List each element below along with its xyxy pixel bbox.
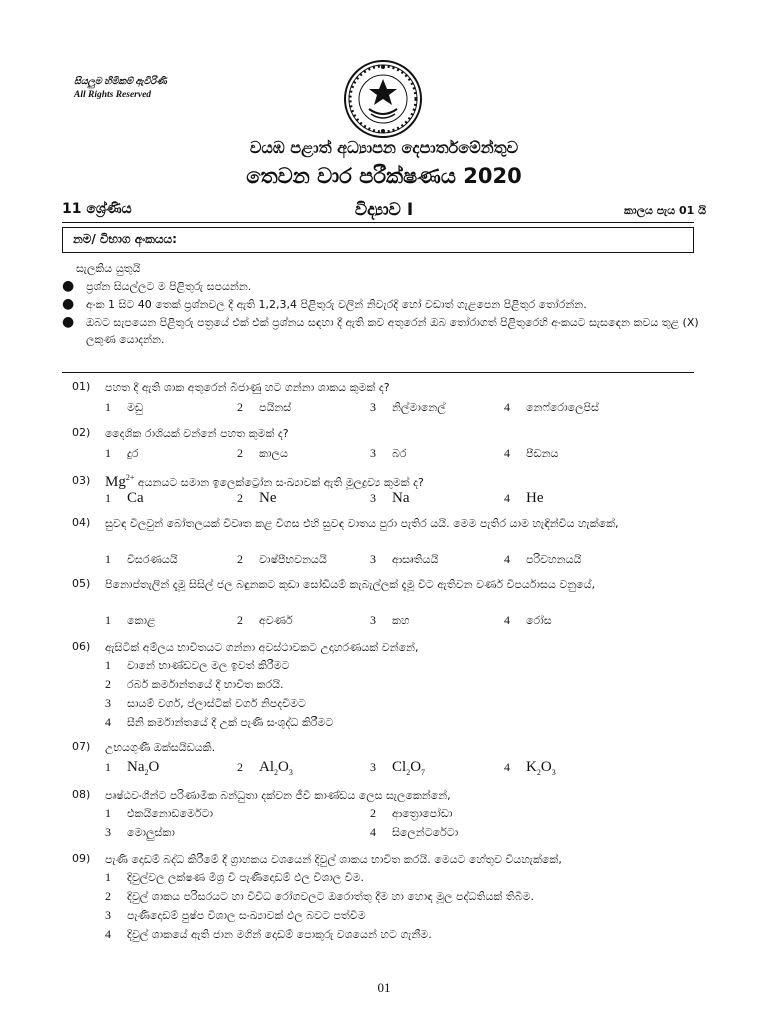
question-04 [72, 516, 702, 568]
bullet-icon: ● [62, 278, 75, 294]
question-05 [72, 577, 702, 629]
option-3[interactable]: 3 ආසෘතියයි [370, 552, 439, 566]
question-text: පෘෂ්ඨවංශීන්ට පරිණාමික බන්ධුතා දක්වන ජීවී කාණ්ඩය ලෙස සැලකෙන්නේ, [105, 789, 451, 802]
option-3[interactable]: 3 බර [370, 446, 407, 460]
option-2[interactable]: 2 ආත්‍රොපෝඩා [370, 806, 453, 820]
name-index-box[interactable] [62, 227, 694, 253]
option-2[interactable]: 2 අවර්ණ [237, 613, 293, 627]
question-number: 03) [72, 474, 91, 487]
question-text: පිනොප්තැලින් දැමූ සිසිල් ජල බඳුනකට කුඩා සෝඩියම් කැබැල්ලක් දැමූ විට ඇතිවන වර්ණ විපර්යාසය වනුයේ, [105, 578, 596, 591]
option-2[interactable]: 2 පයිනස් [237, 400, 292, 414]
question-text: පහත දී ඇති ශාක අතුරෙන් බීජාණු හට ගන්නා ශාකය කුමක් ද? [105, 381, 390, 394]
option-1[interactable]: 1 වානේ භාණ්ඩවල මල ඉවත් කිරීමට [105, 658, 290, 672]
option-3[interactable]: 3 කහ [370, 613, 410, 627]
instruction-item: ● අංක 1 සිට 40 තෙක් ප්‍රශ්නවල දී ඇති 1,2,3,4 පිළිතුරු වලින් නිවැරදි හෝ වඩාත් ගැළපෙන පිළිතුර තෝරන්න. [62, 296, 587, 312]
option-3[interactable]: 3 Na [370, 490, 410, 506]
emblem-seal-icon [343, 59, 423, 139]
option-4[interactable]: 4 පීඩනය [504, 446, 559, 460]
option-2[interactable]: 2 රබර් කර්මාන්තයේ දී භාවිත කරයි. [105, 677, 284, 691]
header-divider [62, 222, 694, 223]
option-2[interactable]: 2 Ne [237, 490, 277, 506]
option-1[interactable]: 1 විසරණයයි [105, 552, 178, 566]
option-3[interactable]: 3 නිල්මානෙල් [370, 400, 446, 414]
question-number: 06) [72, 640, 91, 653]
time-allowed: කාලය පැය 01 යි [624, 204, 706, 217]
question-text: සුවඳ විලවුන් බෝතලයක් විවෘත කළ විගස එහි සුවඳ වාතය පුරා පැතිර යයි. මෙම පැතිර යාම හැඳින්විය හැක්කේ, [105, 517, 619, 530]
question-09 [72, 852, 702, 946]
subject-title: විද්‍යාව I [354, 200, 414, 220]
option-3[interactable]: 3 පැණිදොඩම් පුෂ්ප විශාල සංඛ්‍යාවක් ඵල බවට පත්වීම [105, 908, 366, 922]
copyright-si: සියලුම හිමිකම් ඇවිරිණි [74, 77, 167, 87]
copyright-en: All Rights Reserved [74, 90, 152, 100]
question-08 [72, 788, 702, 842]
question-text: ඇසිටික් අම්ලය භාවිතයට ගන්නා අවස්ථාවකට උදාහරණයක් වන්නේ, [105, 641, 419, 654]
option-4[interactable]: 4 රෝස [504, 613, 552, 627]
option-4[interactable]: 4 නෙෆ්රොලෙපිස් [504, 400, 599, 414]
name-index-label: නම/ විභාග අංකයය: [73, 232, 177, 246]
option-2[interactable]: 2 $Al_2O_3$ [237, 759, 293, 777]
question-02 [72, 426, 702, 462]
option-1[interactable]: 1 කොළ [105, 613, 156, 627]
instruction-item: ● ඔබට සැපයෙන පිළිතුරු පත්‍රයේ එක් එක් ප්‍රශ්නය සඳහා දී ඇති කව අතුරෙන් ඔබ තෝරාගත් පිළිතුරෙහි අංකයට සැසඳෙන කවය තුළ (X) ලකුණ යොදන්න. [62, 314, 699, 346]
option-4[interactable]: 4 දිවුල් ශාකයේ ඇති ජාන මගින් දොඩම් පොකුරු වශයෙන් හට ගැනීම. [105, 927, 432, 941]
question-text: පැණි දොඩම් බද්ධ කිරීමේ දී ග්‍රාහකය වශයෙන් දිවුල් ශාකය භාවිත කරයි. මෙයට හේතුව වියහැක්කේ, [105, 853, 562, 866]
question-number: 02) [72, 426, 91, 439]
question-number: 07) [72, 740, 91, 753]
instructions-list [62, 278, 702, 349]
option-2[interactable]: 2 කාලය [237, 446, 288, 460]
department-name: වයඹ පළාත් අධ්‍යාපන දෙපාර්තමේන්තුව [249, 138, 519, 157]
bullet-icon: ● [62, 296, 75, 312]
option-3[interactable]: 3 මොලුස්කා [105, 825, 175, 839]
ion-formula: $Mg^{2+}$ [105, 473, 135, 490]
option-2[interactable]: 2 දිවුල් ශාකය පරිසරයට හා විවිධ රෝගවලට ඔරොත්තු දීම හා හොඳ මූල පද්ධතියක් තිබීම. [105, 889, 534, 903]
question-text: $Mg^{2+}$ අයනයට සමාන ඉලෙක්ට්‍රෝන සංඛ්‍යාවක් ඇති මූලද්‍රව්‍ය කුමක් ද? [105, 473, 424, 490]
option-3[interactable]: 3 $Cl_2O_7$ [370, 759, 426, 777]
question-07 [72, 740, 702, 780]
option-4[interactable]: 4 He [504, 490, 544, 506]
option-4[interactable]: 4 $K_2O_3$ [504, 759, 556, 777]
option-4[interactable]: 4 සිලෙන්ටරේටා [370, 825, 459, 839]
question-number: 01) [72, 380, 91, 393]
grade-label: 11 ශ්‍රේණිය [62, 201, 132, 217]
option-1[interactable]: 1 මඩු [105, 400, 144, 414]
instructions-heading: සැලකිය යුතුයි [76, 262, 141, 275]
instructions-divider [62, 372, 694, 373]
question-text: උභයගුණී ඔක්සයිඩයකි. [105, 741, 216, 754]
exam-title: තෙවන වාර පරීක්ෂණය 2020 [246, 164, 522, 188]
copyright-notice [74, 76, 167, 102]
instruction-item: ● ප්‍රශ්න සියල්ලට ම පිළිතුරු සපයන්න. [62, 278, 252, 294]
page-number: 01 [377, 980, 391, 995]
option-1[interactable]: 1 එකයිනොඩර්මෙටා [105, 806, 214, 820]
option-2[interactable]: 2 වාෂ්පීභවනයයි [237, 552, 327, 566]
option-1[interactable]: 1 $Na_2O$ [105, 759, 160, 777]
question-03 [72, 470, 702, 510]
question-text: දෛශික රාශියක් වන්නේ පහත කුමක් ද? [105, 427, 289, 440]
bullet-icon: ● [62, 314, 75, 330]
option-1[interactable]: 1 දිවුල්වල ලක්ෂණ මිශ්‍ර වී පැණිදොඩම් ඵල විශාල වීම. [105, 870, 365, 884]
option-4[interactable]: 4 සීනි කර්මාන්තයේ දී උක් පැණි සංශුද්ධ කිරීමට [105, 715, 334, 729]
question-number: 05) [72, 577, 91, 590]
question-06 [72, 640, 702, 732]
question-number: 09) [72, 852, 91, 865]
option-4[interactable]: 4 පරිවහනයයි [504, 552, 582, 566]
question-number: 08) [72, 788, 91, 801]
option-1[interactable]: 1 දුර [105, 446, 139, 460]
option-3[interactable]: 3 සායම් වර්ග, ප්ලාස්ටික් වර්ග නිපදවීමට [105, 696, 306, 710]
option-1[interactable]: 1 Ca [105, 490, 144, 506]
question-01 [72, 380, 702, 416]
question-number: 04) [72, 516, 91, 529]
